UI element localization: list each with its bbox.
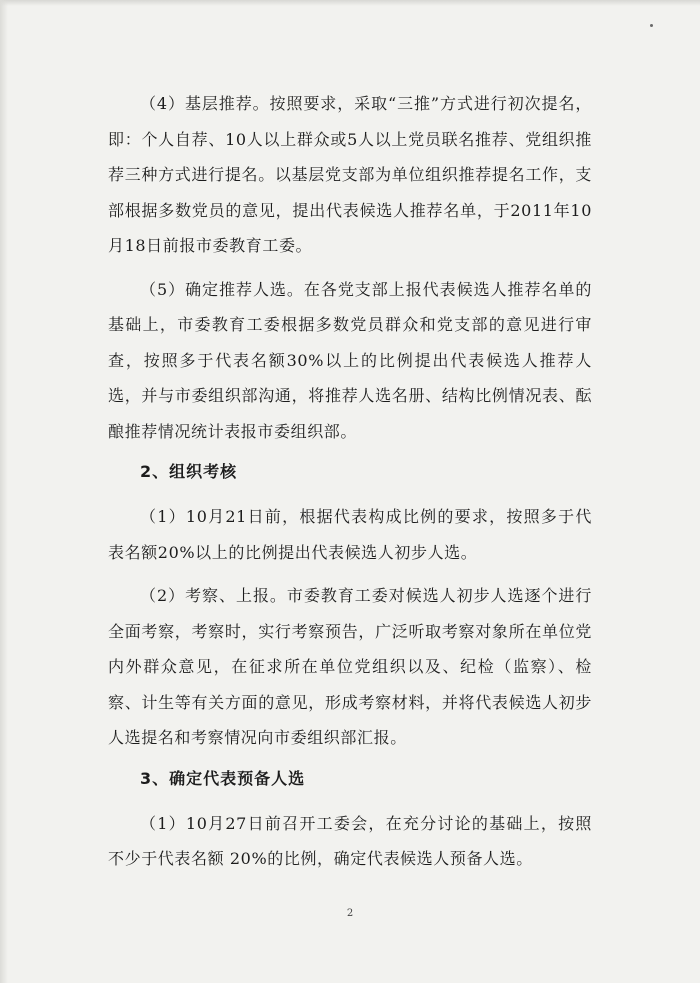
scan-shadow-top xyxy=(0,0,700,6)
paragraph-working-committee-meeting: （1）10月27日前召开工委会，在充分讨论的基础上，按照不少于代表名额 20%的比例，确定代表候选人预备人选。 xyxy=(108,813,592,868)
paragraph-initial-candidates: （1）10月21日前，根据代表构成比例的要求，按照多于代表名额20%以上的比例提出代表候选人初步人选。 xyxy=(108,507,592,562)
paragraph-confirm-recommended-candidates: （5）确定推荐人选。在各党支部上报代表候选人推荐名单的基础上，市委教育工委根据多数党员群众和党支部的意见进行审查，按照多于代表名额30%以上的比例提出代表候选人推荐人选，并与市委组织部沟通，将推荐人选名册、结构比例情况表、酝酿推荐情况统计表报市委组织部。 xyxy=(108,279,592,441)
section-heading-confirm-reserve-candidates: 3、确定代表预备人选 xyxy=(140,768,306,788)
paragraph-grassroots-recommendation: （4）基层推荐。按照要求，采取“三推”方式进行初次提名，即：个人自荐、10人以上群众或5人以上党员联名推荐、党组织推荐三种方式进行提名。以基层党支部为单位组织推荐提名工作，支部根据多数党员的意见，提出代表候选人推荐名单，于2011年10月18日前报市委教育工委。 xyxy=(108,94,592,255)
document-body xyxy=(108,86,592,885)
section-heading-organizational-assessment: 2、组织考核 xyxy=(140,462,238,481)
scan-shadow-left xyxy=(0,0,8,983)
scan-speck xyxy=(650,24,653,27)
page-number: 2 xyxy=(346,908,354,919)
paragraph-inspection-reporting: （2）考察、上报。市委教育工委对候选人初步人选逐个进行全面考察，考察时，实行考察预告，广泛听取考察对象所在单位党内外群众意见，在征求所在单位党组织以及、纪检（监察）、检察、计生等有关方面的意见，形成考察材料，并将代表候选人初步人选提名和考察情况向市委组织部汇报。 xyxy=(108,586,592,747)
